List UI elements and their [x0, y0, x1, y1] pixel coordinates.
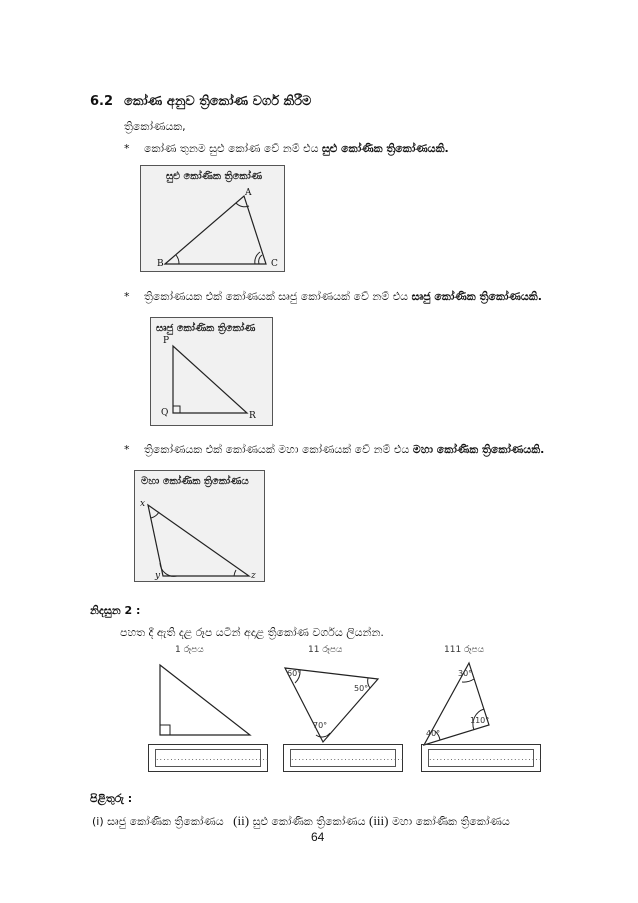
vertex-b: B: [157, 259, 164, 269]
vertex-y: y: [155, 571, 161, 581]
answer-box-1[interactable]: [148, 744, 268, 772]
item-3-text: ත්‍රිකෝණයක එක් කෝණයක් මහා කෝණයක් වේ නම් එය මහා කෝණික ත්‍රිකෝණයකි.: [144, 443, 545, 456]
figure-3-label: 111 රූපය: [444, 645, 485, 655]
answers-label: පිළිතුරු :: [90, 792, 133, 805]
right-triangle-figure: [150, 317, 273, 426]
item-1-text: කෝණ තුනම සුළු කෝණ වේ නම් එය සුළු කෝණික ත්‍රිකෝණයකි.: [144, 142, 449, 155]
acute-triangle-figure: [140, 165, 285, 272]
intro-text: ත්‍රිකෝණයක,: [124, 120, 186, 133]
figure-2-label: 11 රූපය: [308, 645, 343, 655]
answer-box-3[interactable]: [421, 744, 541, 772]
answer-1-num: (i): [92, 815, 104, 828]
vertex-r: R: [249, 411, 256, 421]
page-number: 64: [311, 830, 325, 844]
answer-blank-1: ................................: [155, 749, 261, 767]
answer-blank-2: ................................: [290, 749, 396, 767]
vertex-q: Q: [161, 408, 169, 418]
example-instruction: පහත දී ඇති දළ රූප යටින් අදාළ ත්‍රිකෝණ වර්ගය ලියන්න.: [120, 626, 384, 639]
figure-1-label: 1 රූපය: [175, 645, 204, 655]
answer-2-text: සුළු කෝණික ත්‍රිකෝණය: [252, 815, 366, 828]
vertex-c: C: [271, 259, 278, 269]
answer-box-2[interactable]: [283, 744, 403, 772]
answer-blank-3: ................................: [428, 749, 534, 767]
example-label: නිදසුන 2 :: [90, 604, 141, 617]
figure-2-angle-60: 60°: [287, 669, 302, 678]
figure-3-angle-110: 110°: [470, 716, 490, 725]
bullet-3: *: [124, 443, 130, 456]
section-number: 6.2: [90, 94, 114, 109]
obtuse-triangle-figure: [134, 470, 265, 582]
obtuse-triangle-svg: [135, 471, 264, 581]
section-title: කෝණ අනුව ත්‍රිකෝණ වර්ග කිරීම: [124, 94, 312, 109]
vertex-p: P: [163, 336, 170, 346]
bullet-2: *: [124, 290, 130, 303]
acute-box-title: සුළු කෝණික ත්‍රිකෝණ: [166, 171, 263, 182]
answers-line: [92, 813, 510, 829]
right-box-title: සෘජු කෝණික ත්‍රිකෝණ: [156, 323, 256, 334]
answer-2-num: (ii): [233, 813, 250, 828]
item-2-text: ත්‍රිකෝණයක එක් කෝණයක් සෘජු කෝණයක් වේ නම් එය සෘජු කෝණික ත්‍රිකෝණයකි.: [144, 290, 542, 303]
obtuse-box-title: මහා කෝණික ත්‍රිකෝණය: [141, 476, 249, 487]
right-triangle-svg: [151, 318, 272, 425]
answer-3-num: (iii): [368, 813, 389, 828]
figure-3-angle-30: 30°: [458, 669, 473, 678]
figure-2-angle-50: 50°: [354, 684, 369, 693]
answer-3-text: මහා කෝණික ත්‍රිකෝණය: [391, 815, 510, 828]
vertex-x: x: [140, 499, 146, 509]
figure-2-angle-70: 70°: [313, 721, 328, 730]
answer-1-text: සෘජු කෝණික ත්‍රිකෝණය: [107, 815, 224, 828]
bullet-1: *: [124, 142, 130, 155]
acute-triangle-svg: [141, 166, 284, 271]
figure-3-angle-40: 40°: [426, 729, 441, 738]
vertex-a: A: [245, 188, 252, 198]
vertex-z: z: [251, 571, 256, 581]
